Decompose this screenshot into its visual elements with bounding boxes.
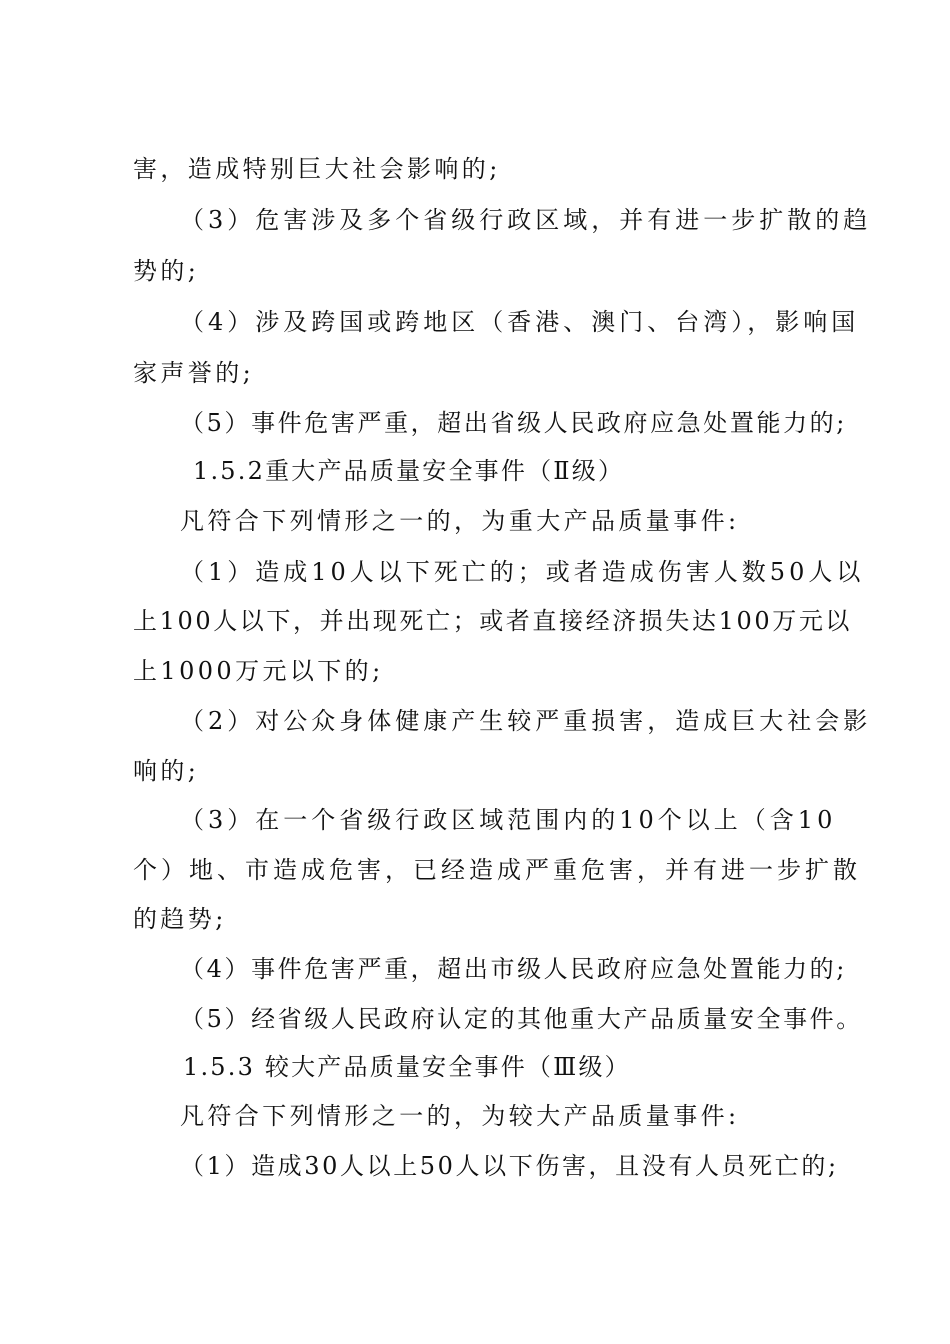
text-line: 凡符合下列情形之一的，为较大产品质量事件: [180,1102,740,1130]
text-line: （1）造成10人以下死亡的；或者造成伤害人数50人以 [180,558,865,586]
text-line: 上1000万元以下的; [133,657,384,685]
text-line: （1）造成30人以上50人以下伤害，且没有人员死亡的; [180,1152,839,1180]
text-line: 凡符合下列情形之一的，为重大产品质量事件: [180,507,740,535]
text-line: （5）经省级人民政府认定的其他重大产品质量安全事件。 [180,1005,863,1033]
text-line: （4）事件危害严重，超出市级人民政府应急处置能力的; [180,955,847,983]
text-line: 的趋势; [133,905,227,933]
text-line: （4）涉及跨国或跨地区（香港、澳门、台湾），影响国 [180,308,860,336]
text-line: 势的; [133,257,200,285]
section-heading: 1.5.2重大产品质量安全事件（Ⅱ级） [193,457,625,485]
text-line: 响的; [133,757,200,785]
text-line: （2）对公众身体健康产生较严重损害，造成巨大社会影 [180,707,872,735]
section-heading: 1.5.3 较大产品质量安全事件（Ⅲ级） [183,1053,631,1081]
text-line: 上100人以下，并出现死亡；或者直接经济损失达100万元以 [133,607,853,635]
text-line: （3）危害涉及多个省级行政区域，并有进一步扩散的趋 [180,206,872,234]
text-line: （5）事件危害严重，超出省级人民政府应急处置能力的; [180,409,847,437]
text-line: 家声誉的; [133,359,255,387]
text-line: （3）在一个省级行政区域范围内的10个以上（含10 [180,806,837,834]
text-line: 个）地、市造成危害，已经造成严重危害，并有进一步扩散 [133,856,861,884]
text-line: 害，造成特别巨大社会影响的; [133,155,501,183]
